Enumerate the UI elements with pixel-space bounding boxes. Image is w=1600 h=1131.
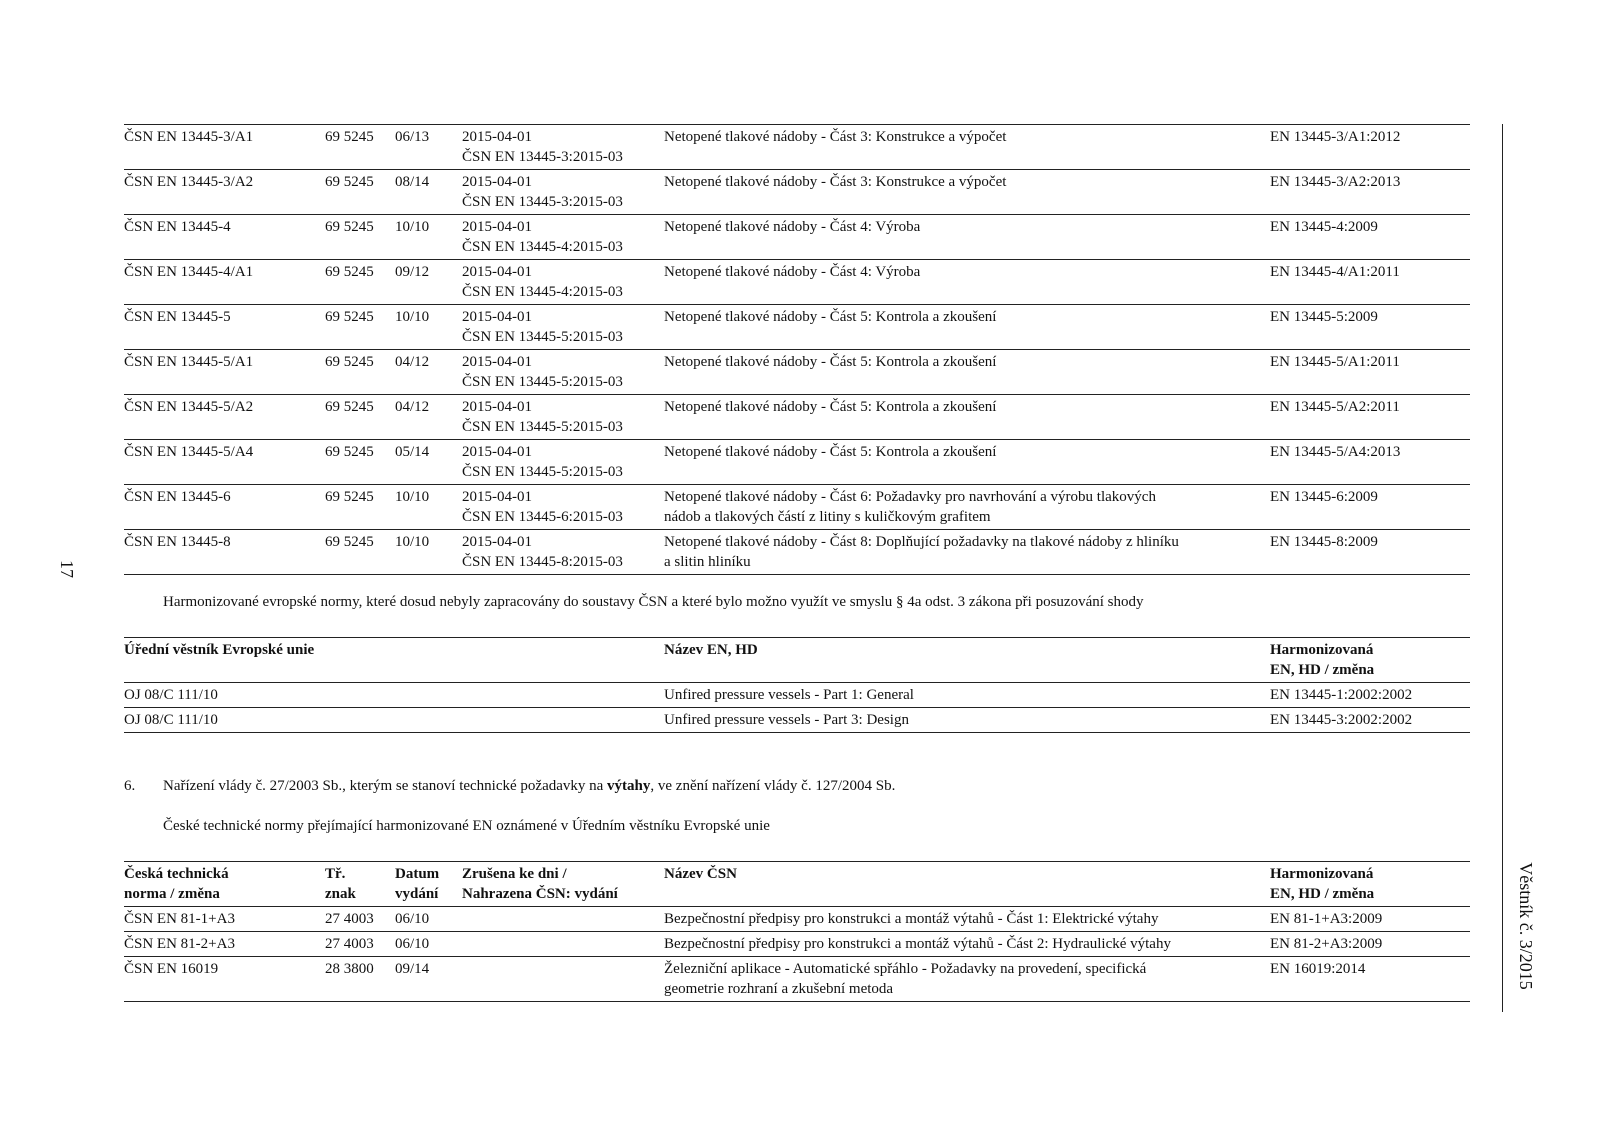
class-cell [325,395,395,440]
class-cell-line1: 69 5245 [325,174,374,190]
header-norm-line1: Česká technická [124,866,229,882]
name-cell [664,708,1270,733]
norm-cell-line1: ČSN EN 13445-8 [124,534,231,550]
date-cell-line1: 10/10 [395,534,430,550]
replaced-cell-line2: ČSN EN 13445-4:2015-03 [462,239,623,255]
replaced-cell-line2: ČSN EN 13445-6:2015-03 [462,509,623,525]
name-cell-line1: Unfired pressure vessels - Part 3: Design [664,712,909,728]
class-cell-line1: 69 5245 [325,129,374,145]
header-class-line2: znak [325,886,356,902]
replaced-cell [462,907,664,932]
replaced-cell-line1: 2015-04-01 [462,174,532,190]
header-norm-line2: norma / změna [124,886,220,902]
table-row [124,485,1470,530]
name-cell-line1: Netopené tlakové nádoby - Část 6: Požadavky pro navrhování a výrobu tlakových [664,489,1156,505]
header-harmonized [1270,638,1470,683]
name-cell [664,932,1270,957]
name-cell-line2: nádob a tlakových částí z litiny s kuličkovým grafitem [664,509,991,525]
class-cell-line1: 69 5245 [325,399,374,415]
name-cell [664,260,1270,305]
name-cell-line1: Železniční aplikace - Automatické spřáhlo - Požadavky na provedení, specifická [664,961,1147,977]
right-margin-rule [1502,124,1503,1012]
en-cell [1270,350,1470,395]
replaced-cell-line1: 2015-04-01 [462,264,532,280]
oj-cell-line1: OJ 08/C 111/10 [124,687,218,703]
replaced-cell-line2: ČSN EN 13445-5:2015-03 [462,329,623,345]
class-cell-line1: 69 5245 [325,534,374,550]
norm-cell-line1: ČSN EN 13445-3/A1 [124,129,254,145]
name-cell [664,683,1270,708]
table-row [124,932,1470,957]
replaced-cell [462,125,664,170]
date-cell-line1: 04/12 [395,354,430,370]
table-row [124,215,1470,260]
replaced-cell [462,932,664,957]
table-row [124,907,1470,932]
norm-cell-line1: ČSN EN 13445-4 [124,219,231,235]
header-en-name: Název EN, HD [664,642,758,658]
header-csn-name: Název ČSN [664,866,737,882]
en-cell [1270,395,1470,440]
replaced-cell-line1: 2015-04-01 [462,489,532,505]
header-replaced [462,862,664,907]
en-cell-line1: EN 13445-3:2002:2002 [1270,712,1413,728]
class-cell-line1: 27 4003 [325,911,374,927]
en-cell [1270,708,1470,733]
class-cell [325,530,395,575]
class-cell [325,932,395,957]
table-row [124,683,1470,708]
table-row [124,440,1470,485]
en-cell [1270,305,1470,350]
date-cell [395,215,462,260]
name-cell-line2: a slitin hliníku [664,554,751,570]
oj-cell [124,708,664,733]
date-cell [395,170,462,215]
replaced-cell-line2: ČSN EN 13445-5:2015-03 [462,464,623,480]
class-cell-line1: 27 4003 [325,936,374,952]
header-replaced-line2: Nahrazena ČSN: vydání [462,886,618,902]
en-cell-line1: EN 13445-5/A2:2011 [1270,399,1400,415]
journal-title: Věstník č. 3/2015 [1516,862,1536,990]
class-cell [325,125,395,170]
date-cell-line1: 09/14 [395,961,430,977]
date-cell [395,957,462,1002]
table-row [124,260,1470,305]
header-harmonized-line1: Harmonizovaná [1270,642,1374,658]
en-cell [1270,530,1470,575]
table-row [124,350,1470,395]
norm-cell-line1: ČSN EN 13445-4/A1 [124,264,254,280]
date-cell-line1: 06/10 [395,911,430,927]
date-cell-line1: 09/12 [395,264,430,280]
en-cell-line1: EN 13445-5/A4:2013 [1270,444,1401,460]
norm-cell [124,440,325,485]
header-date [395,862,462,907]
replaced-cell-line1: 2015-04-01 [462,399,532,415]
oj-cell-line1: OJ 08/C 111/10 [124,712,218,728]
name-cell-line1: Netopené tlakové nádoby - Část 5: Kontrola a zkoušení [664,399,997,415]
date-cell [395,440,462,485]
date-cell [395,305,462,350]
replaced-cell [462,170,664,215]
header-harmonized [1270,862,1470,907]
table-row [124,530,1470,575]
name-cell-line1: Netopené tlakové nádoby - Část 8: Doplňující požadavky na tlakové nádoby z hliníku [664,534,1179,550]
header-harmonized-line2: EN, HD / změna [1270,662,1375,678]
en-cell-line1: EN 13445-5:2009 [1270,309,1378,325]
name-cell [664,305,1270,350]
norm-cell-line1: ČSN EN 13445-5/A2 [124,399,254,415]
en-cell [1270,907,1470,932]
class-cell [325,260,395,305]
name-cell [664,440,1270,485]
replaced-cell-line1: 2015-04-01 [462,219,532,235]
replaced-cell-line1: 2015-04-01 [462,309,532,325]
section-6-heading [163,776,895,796]
replaced-cell-line2: ČSN EN 13445-8:2015-03 [462,554,623,570]
name-cell-line1: Netopené tlakové nádoby - Část 5: Kontrola a zkoušení [664,354,997,370]
date-cell [395,350,462,395]
en-cell [1270,932,1470,957]
name-cell [664,907,1270,932]
en-cell-line1: EN 13445-5/A1:2011 [1270,354,1400,370]
name-cell [664,957,1270,1002]
name-cell [664,125,1270,170]
harmonized-en-table [124,637,1470,733]
class-cell-line1: 69 5245 [325,354,374,370]
name-cell-line1: Netopené tlakové nádoby - Část 4: Výroba [664,219,921,235]
replaced-cell-line2: ČSN EN 13445-3:2015-03 [462,194,623,210]
name-cell [664,170,1270,215]
name-cell-line1: Netopené tlakové nádoby - Část 5: Kontrola a zkoušení [664,444,997,460]
page-number: 17 [57,560,77,578]
en-cell-line1: EN 81-1+A3:2009 [1270,911,1383,927]
class-cell-line1: 69 5245 [325,489,374,505]
class-cell [325,170,395,215]
norms-table-pressure-vessels [124,124,1470,575]
replaced-cell-line1: 2015-04-01 [462,129,532,145]
name-cell [664,395,1270,440]
en-cell-line1: EN 13445-4:2009 [1270,219,1378,235]
replaced-cell [462,530,664,575]
header-norm [124,862,325,907]
en-cell [1270,215,1470,260]
date-cell [395,485,462,530]
en-cell-line1: EN 13445-1:2002:2002 [1270,687,1413,703]
en-cell [1270,957,1470,1002]
en-cell [1270,125,1470,170]
date-cell-line1: 06/13 [395,129,430,145]
class-cell [325,907,395,932]
en-cell [1270,260,1470,305]
name-cell-line1: Netopené tlakové nádoby - Část 3: Konstrukce a výpočet [664,129,1007,145]
header-harmonized-line2: EN, HD / změna [1270,886,1375,902]
date-cell-line1: 10/10 [395,489,430,505]
section-6-text-before: Nařízení vlády č. 27/2003 Sb., kterým se stanoví technické požadavky na [163,778,608,794]
norm-cell [124,350,325,395]
date-cell-line1: 10/10 [395,309,430,325]
norm-cell-line1: ČSN EN 13445-5 [124,309,231,325]
name-cell-line1: Bezpečnostní předpisy pro konstrukci a montáž výtahů - Část 1: Elektrické výtahy [664,911,1159,927]
name-cell-line1: Netopené tlakové nádoby - Část 5: Kontrola a zkoušení [664,309,997,325]
replaced-cell [462,957,664,1002]
norm-cell-line1: ČSN EN 81-1+A3 [124,911,235,927]
class-cell-line1: 69 5245 [325,444,374,460]
norm-cell [124,170,325,215]
header-replaced-line1: Zrušena ke dni / [462,866,567,882]
class-cell [325,485,395,530]
norm-cell [124,260,325,305]
norm-cell [124,932,325,957]
section-6-text-after: , ve znění nařízení vlády č. 127/2004 Sb. [650,778,896,794]
norm-cell [124,395,325,440]
date-cell [395,395,462,440]
section-6-text-bold: výtahy [607,778,651,794]
replaced-cell [462,350,664,395]
replaced-cell [462,485,664,530]
en-cell-line1: EN 13445-6:2009 [1270,489,1378,505]
date-cell-line1: 08/14 [395,174,430,190]
name-cell-line2: geometrie rozhraní a zkušební metoda [664,981,894,997]
en-cell-line1: EN 16019:2014 [1270,961,1366,977]
name-cell-line1: Netopené tlakové nádoby - Část 3: Konstrukce a výpočet [664,174,1007,190]
harmonized-note: Harmonizované evropské normy, které dosud nebyly zapracovány do soustavy ČSN a které bylo možno využít ve smyslu § 4a odst. 3 zákona při posuzování shody [163,594,1144,610]
en-cell [1270,683,1470,708]
header-official-journal: Úřední věstník Evropské unie [124,642,315,658]
header-class-line1: Tř. [325,866,346,882]
header-date-line2: vydání [395,886,439,902]
norms-table-lifts [124,861,1470,1002]
table-row [124,125,1470,170]
header-class [325,862,395,907]
date-cell [395,530,462,575]
replaced-cell [462,305,664,350]
en-cell [1270,440,1470,485]
table-row [124,305,1470,350]
date-cell-line1: 05/14 [395,444,430,460]
table-row [124,957,1470,1002]
date-cell-line1: 04/12 [395,399,430,415]
norm-cell-line1: ČSN EN 13445-6 [124,489,231,505]
class-cell [325,350,395,395]
replaced-cell-line2: ČSN EN 13445-3:2015-03 [462,149,623,165]
norm-cell [124,485,325,530]
name-cell-line1: Unfired pressure vessels - Part 1: General [664,687,914,703]
norm-cell [124,530,325,575]
norm-cell [124,125,325,170]
name-cell [664,485,1270,530]
class-cell [325,440,395,485]
norm-cell-line1: ČSN EN 13445-5/A4 [124,444,254,460]
name-cell-line1: Netopené tlakové nádoby - Část 4: Výroba [664,264,921,280]
en-cell-line1: EN 13445-4/A1:2011 [1270,264,1400,280]
class-cell-line1: 69 5245 [325,219,374,235]
norm-cell-line1: ČSN EN 81-2+A3 [124,936,235,952]
date-cell [395,260,462,305]
norm-cell [124,957,325,1002]
table-row [124,170,1470,215]
date-cell-line1: 10/10 [395,219,430,235]
header-date-line1: Datum [395,866,440,882]
class-cell-line1: 28 3800 [325,961,374,977]
norm-cell [124,305,325,350]
norm-cell [124,215,325,260]
replaced-cell [462,395,664,440]
replaced-cell-line1: 2015-04-01 [462,444,532,460]
date-cell [395,125,462,170]
section-6-subheading: České technické normy přejímající harmonizované EN oznámené v Úředním věstníku Evropské unie [163,818,770,834]
norm-cell [124,907,325,932]
replaced-cell [462,260,664,305]
en-cell-line1: EN 13445-3/A1:2012 [1270,129,1401,145]
replaced-cell [462,215,664,260]
replaced-cell-line1: 2015-04-01 [462,534,532,550]
replaced-cell-line1: 2015-04-01 [462,354,532,370]
class-cell-line1: 69 5245 [325,309,374,325]
en-cell [1270,170,1470,215]
norm-cell-line1: ČSN EN 16019 [124,961,219,977]
name-cell-line1: Bezpečnostní předpisy pro konstrukci a montáž výtahů - Část 2: Hydraulické výtahy [664,936,1171,952]
section-6-number: 6. [124,778,136,794]
class-cell [325,215,395,260]
replaced-cell-line2: ČSN EN 13445-5:2015-03 [462,374,623,390]
replaced-cell-line2: ČSN EN 13445-5:2015-03 [462,419,623,435]
class-cell [325,305,395,350]
date-cell [395,907,462,932]
en-cell [1270,485,1470,530]
name-cell [664,215,1270,260]
date-cell-line1: 06/10 [395,936,430,952]
date-cell [395,932,462,957]
class-cell-line1: 69 5245 [325,264,374,280]
header-harmonized-line1: Harmonizovaná [1270,866,1374,882]
name-cell [664,350,1270,395]
name-cell [664,530,1270,575]
norm-cell-line1: ČSN EN 13445-3/A2 [124,174,254,190]
en-cell-line1: EN 13445-8:2009 [1270,534,1378,550]
replaced-cell [462,440,664,485]
table-row [124,708,1470,733]
en-cell-line1: EN 13445-3/A2:2013 [1270,174,1401,190]
class-cell [325,957,395,1002]
table-row [124,395,1470,440]
en-cell-line1: EN 81-2+A3:2009 [1270,936,1383,952]
oj-cell [124,683,664,708]
norm-cell-line1: ČSN EN 13445-5/A1 [124,354,254,370]
replaced-cell-line2: ČSN EN 13445-4:2015-03 [462,284,623,300]
